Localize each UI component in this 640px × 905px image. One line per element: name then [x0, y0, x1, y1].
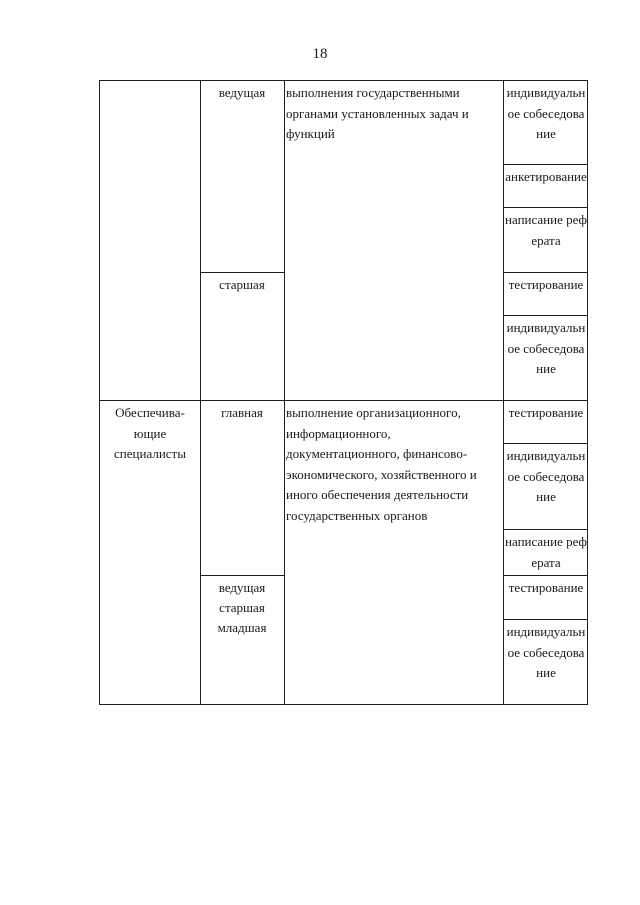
method-divider [503, 575, 588, 576]
method-divider [503, 529, 588, 530]
table-border [99, 80, 588, 81]
method-cell: тестирование [508, 580, 584, 595]
method-divider [503, 443, 588, 444]
method-divider [503, 619, 588, 620]
function-cell: выполнения государственными органами установленных задач и функций [286, 85, 469, 141]
level-cell: старшая [219, 277, 265, 292]
level-cell: ведущая [218, 580, 266, 595]
table-border [503, 80, 504, 705]
method-cell: анкетирование [505, 169, 587, 184]
level-cell: ведущая [218, 85, 266, 100]
table-border [99, 80, 100, 705]
method-cell: индивидуальное собеседование [506, 85, 586, 141]
page-number: 18 [312, 46, 328, 62]
method-divider [503, 272, 588, 273]
category-cell: Обеспечива-ющие специалисты [114, 405, 186, 461]
method-divider [503, 164, 588, 165]
table-border [99, 704, 588, 705]
level-cell: младшая [217, 620, 267, 635]
method-divider [503, 315, 588, 316]
level-cell: старшая [219, 600, 265, 615]
table-border [587, 80, 588, 705]
level-cell: главная [221, 405, 263, 420]
row-divider [99, 400, 588, 401]
method-cell: индивидуальное собеседование [506, 320, 586, 376]
method-cell: тестирование [508, 277, 584, 292]
method-cell: написание реферата [505, 534, 587, 570]
method-cell: тестирование [508, 405, 584, 420]
method-cell: индивидуальное собеседование [506, 624, 586, 680]
level-divider [200, 272, 285, 273]
method-cell: индивидуальное собеседование [506, 448, 586, 504]
level-divider [200, 575, 285, 576]
function-cell: выполнение организационного, информационного, документационного, финансово-экономического, хозяйственного и иного обеспечения деятельности государственных органов [286, 405, 477, 523]
method-divider [503, 207, 588, 208]
table-border [284, 80, 285, 705]
method-cell: написание реферата [505, 212, 587, 248]
